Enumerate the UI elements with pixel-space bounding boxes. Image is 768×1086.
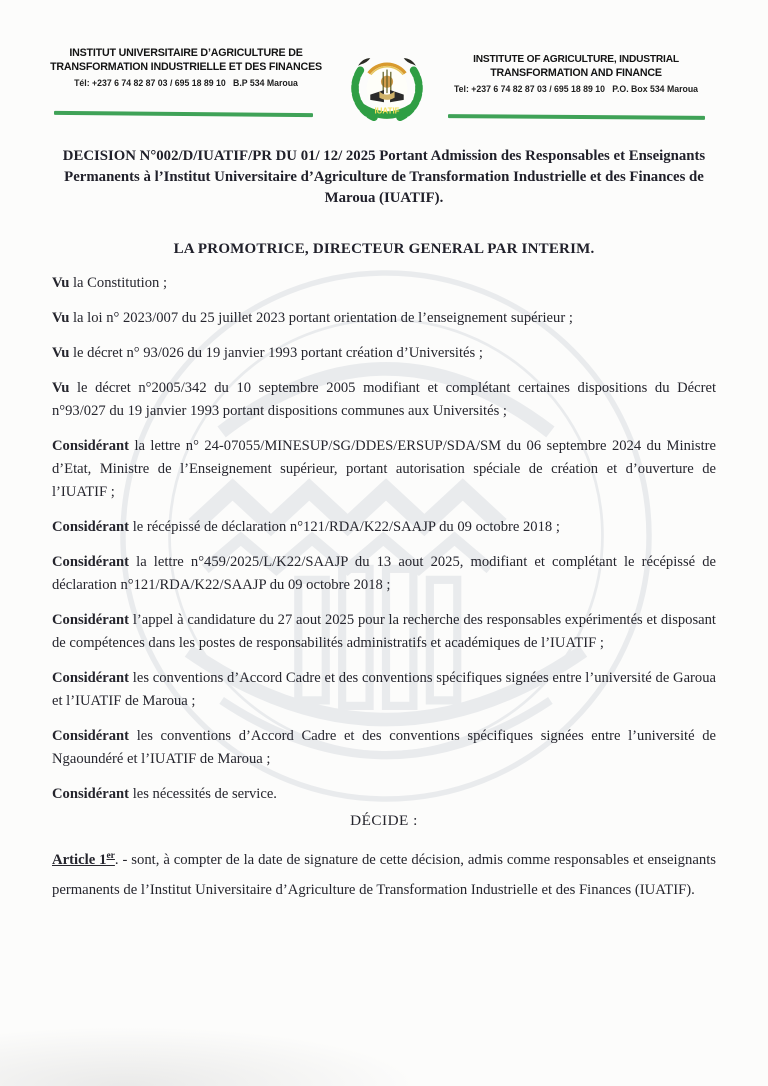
recital-clause xyxy=(52,377,716,423)
article-1-lead-text: Article 1 xyxy=(52,851,107,868)
issuer-heading: LA PROMOTRICE, DIRECTEUR GENERAL PAR INTERIM. xyxy=(173,241,595,257)
clause-text: le décret n° 93/026 du 19 janvier 1993 portant création d’Universités ; xyxy=(72,345,483,361)
clause-lead: Considérant xyxy=(52,670,130,686)
clause-text: le décret n°2005/342 du 10 septembre 2005 modifiant et complétant certaines dispositions du Décret n°93/027 du 19 janvier 1993 portant dispositions communes aux Universités ; xyxy=(52,380,716,419)
clause-text: l’appel à candidature du 27 aout 2025 pour la recherche des responsables expérimentés et disposant de compétences dans les postes de responsabilités administratifs et académiques de l’IUATIF ; xyxy=(52,612,716,651)
clause-text: les conventions d’Accord Cadre et des conventions spécifiques signées entre l’université de Garoua et l’IUATIF de Maroua ; xyxy=(52,670,716,709)
clause-lead: Considérant xyxy=(52,438,130,454)
decide-heading: DÉCIDE : xyxy=(350,812,418,829)
recital-clause xyxy=(52,725,716,771)
letterhead-english-block xyxy=(442,53,710,95)
logo-top-right-ornament xyxy=(404,58,416,66)
clause-lead: Vu xyxy=(52,380,70,396)
clause-lead: Considérant xyxy=(52,786,130,802)
clause-lead: Considérant xyxy=(52,612,130,628)
recital-clause xyxy=(52,272,716,295)
recital-clause xyxy=(52,783,716,806)
institute-contact-en: Tel: +237 6 74 82 87 03 / 695 18 89 10 P.O. Box 534 Maroua xyxy=(453,84,699,94)
clause-text: la loi n° 2023/007 du 25 juillet 2023 portant orientation de l’enseignement supérieur ; xyxy=(72,310,573,326)
institute-contact-fr: Tél: +237 6 74 82 87 03 / 695 18 89 10 B.P 534 Maroua xyxy=(74,78,298,88)
decision-title: DECISION N°002/D/IUATIF/PR DU 01/ 12/ 2025 Portant Admission des Responsables et Enseignants Permanents à l’Institut Universitaire d’Agriculture de Transformation Industrielle et des Finances de Maroua (IUATIF). xyxy=(62,148,706,206)
recital-clause xyxy=(52,307,716,330)
institute-name-fr-line2: TRANSFORMATION INDUSTRIELLE ET DES FINANCES xyxy=(50,60,322,73)
article-1-text: . - sont, à compter de la date de signature de cette décision, admis comme responsables et enseignants permanents de l’Institut Universitaire d’Agriculture de Transformation Industrielle et des Finances (IUATIF). xyxy=(52,851,716,898)
clause-lead: Vu xyxy=(52,310,70,326)
clause-text: la lettre n° 24-07055/MINESUP/SG/DDES/ERSUP/SDA/SM du 06 septembre 2024 du Ministre d’Etat, Ministre de l’Enseignement supérieur, portant autorisation spéciale de création et d’ouverture de l’IUATIF ; xyxy=(52,438,717,500)
clause-lead: Vu xyxy=(52,275,70,291)
clause-lead: Considérant xyxy=(52,519,130,535)
letterhead-french-block xyxy=(42,47,330,89)
decision-body xyxy=(52,146,716,905)
clause-lead: Vu xyxy=(52,345,70,361)
scan-artifact xyxy=(0,1026,420,1086)
institute-name-fr-line1: INSTITUT UNIVERSITAIRE D’AGRICULTURE DE xyxy=(69,47,303,59)
recital-clause xyxy=(52,667,716,713)
clause-lead: Considérant xyxy=(52,554,130,570)
green-rule-right xyxy=(448,114,705,120)
clause-text: le récépissé de déclaration n°121/RDA/K22/SAAJP du 09 octobre 2018 ; xyxy=(132,519,560,535)
article-1-lead-sup: er xyxy=(106,851,115,861)
recital-clause xyxy=(52,435,716,504)
clause-text: la lettre n°459/2025/L/K22/SAAJP du 13 aout 2025, modifiant et complétant le récépissé de déclaration n°121/RDA/K22/SAAJP du 09 octobre 2018 ; xyxy=(52,554,717,593)
recital-clause xyxy=(52,342,716,365)
institute-name-en-line1: INSTITUTE OF AGRICULTURE, INDUSTRIAL xyxy=(473,53,679,65)
clause-text: les conventions d’Accord Cadre et des conventions spécifiques signées entre l’université de Ngaoundéré et l’IUATIF de Maroua ; xyxy=(52,728,716,767)
recital-clause xyxy=(52,609,716,655)
logo-iuatif-text: IUATIF xyxy=(374,106,400,116)
article-1-paragraph xyxy=(52,841,716,905)
recital-clause xyxy=(52,551,716,597)
clause-text: la Constitution ; xyxy=(72,275,168,291)
green-rule-left xyxy=(54,111,313,117)
clause-text: les nécessités de service. xyxy=(132,786,277,802)
institute-name-en-line2: TRANSFORMATION AND FINANCE xyxy=(490,66,662,79)
institute-logo xyxy=(349,49,425,125)
clause-lead: Considérant xyxy=(52,728,130,744)
recital-clause xyxy=(52,516,716,539)
logo-top-left-ornament xyxy=(358,58,370,66)
article-1-lead xyxy=(52,852,115,868)
